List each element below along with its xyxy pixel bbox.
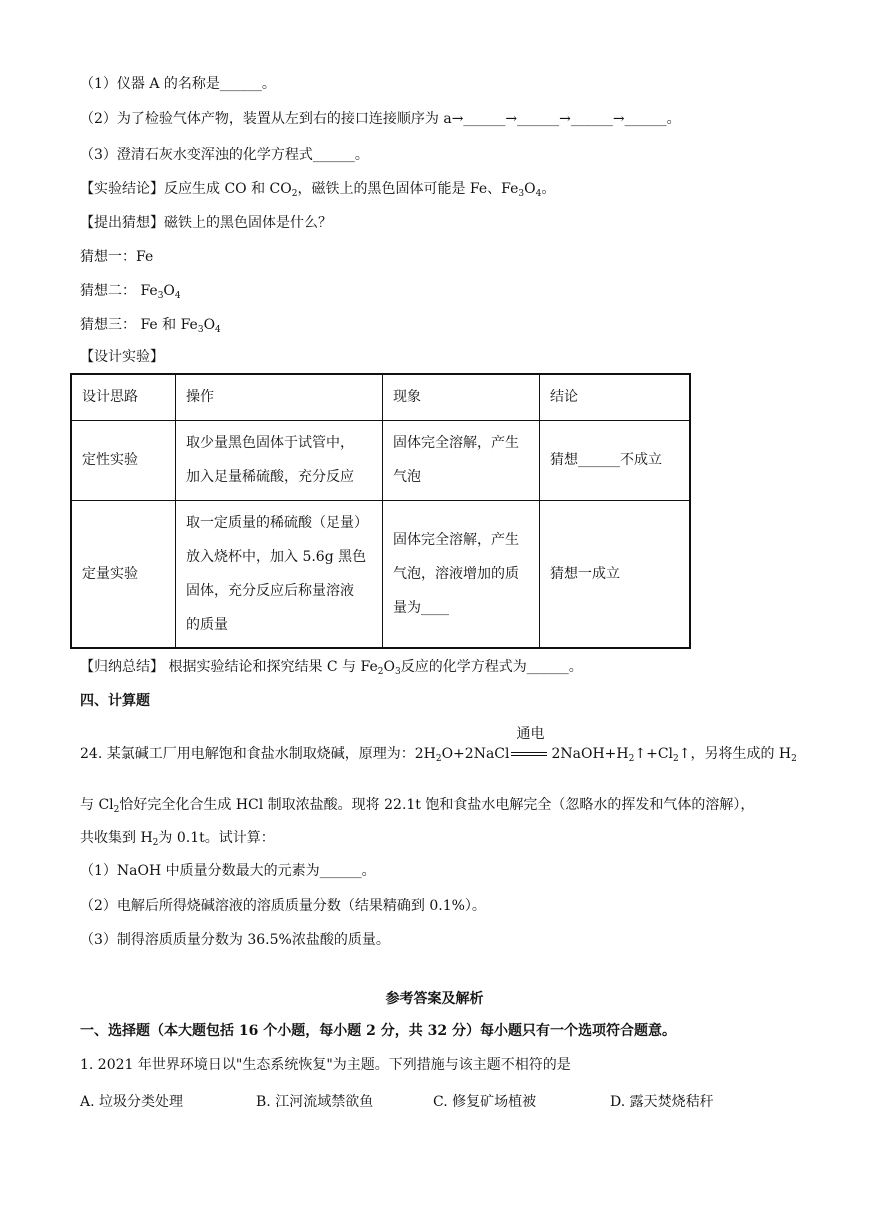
question-24-line-1: 24. 某氯碱工厂用电解饱和食盐水制取烧碱，原理为：$2H_2O+2NaCl$ 通电 $2NaOH+H_2↑+Cl_2↑$，另将生成的 $H_2$ (80, 726, 797, 764)
guess-label: 【提出猜想】 (80, 215, 164, 231)
question-24-part-1: （1）NaOH 中质量分数最大的元素为______。 (80, 863, 376, 879)
question-24-part-3: （3）制得溶质质量分数为 36.5%浓盐酸的质量。 (80, 932, 390, 948)
table-cell: 定性实验 (71, 420, 176, 500)
experiment-table (70, 373, 691, 649)
question-part-3: （3）澄清石灰水变浑浊的化学方程式______。 (80, 147, 369, 163)
option-c: C. 修复矿场植被 (433, 1094, 537, 1110)
option-b: B. 江河流域禁欲鱼 (256, 1094, 374, 1110)
option-a: A. 垃圾分类处理 (80, 1094, 184, 1110)
guess-3: 猜想三： Fe 和 $Fe_3O_4$ (80, 317, 221, 335)
table-header: 操作 (176, 374, 383, 420)
hypothesis-prompt: 【提出猜想】磁铁上的黑色固体是什么？ (80, 215, 332, 231)
question-24-line-2: 与 $Cl_2$恰好完全化合生成 HCl 制取浓盐酸。现将 22.1t 饱和食盐水电解完全（忽略水的挥发和气体的溶解）， (80, 797, 755, 815)
table-row (71, 420, 690, 500)
experiment-conclusion: 【实验结论】反应生成 CO 和 $CO_2$，磁铁上的黑色固体可能是 Fe、$Fe_3O_4$。 (80, 181, 556, 199)
question-1: 1. 2021 年世界环境日以"生态系统恢复"为主题。下列措施与该主题不相符的是 (80, 1057, 571, 1073)
summary-label: 【归纳总结】 (80, 659, 164, 675)
reaction-condition: 通电 (509, 745, 551, 763)
summary: 【归纳总结】 根据实验结论和探究结果 C 与 $Fe_2O_3$反应的化学方程式为______。 (80, 659, 583, 677)
option-d: D. 露天焚烧秸秆 (610, 1094, 714, 1110)
question-24-line-3: 共收集到 $H_2$为 0.1t。试计算： (80, 830, 275, 848)
conclusion-label: 【实验结论】 (80, 181, 164, 197)
design-experiment-label: 【设计实验】 (80, 349, 164, 365)
table-cell: 取一定质量的稀硫酸（足量） 放入烧杯中，加入 5.6g 黑色 固体，充分反应后称量溶液 的质量 (176, 500, 383, 648)
section-heading-choice: 一、选择题（本大题包括 16 个小题，每小题 2 分，共 32 分）每小题只有一个选项符合题意。 (80, 1023, 676, 1039)
answers-title: 参考答案及解析 (385, 991, 484, 1007)
table-header: 设计思路 (71, 374, 176, 420)
section-heading-calculation: 四、计算题 (80, 693, 150, 709)
question-24-part-2: （2）电解后所得烧碱溶液的溶质质量分数（结果精确到 0.1%）。 (80, 898, 486, 914)
guess-2: 猜想二： $Fe_3O_4$ (80, 283, 181, 301)
table-cell: 猜想一成立 (540, 500, 691, 648)
guess-1: 猜想一：Fe (80, 249, 154, 265)
table-cell: 固体完全溶解，产生 气泡 (383, 420, 540, 500)
table-row (71, 500, 690, 648)
table-header: 现象 (383, 374, 540, 420)
table-cell: 固体完全溶解，产生 气泡，溶液增加的质 量为____ (383, 500, 540, 648)
table-header: 结论 (540, 374, 691, 420)
table-cell: 取少量黑色固体于试管中， 加入足量稀硫酸，充分反应 (176, 420, 383, 500)
table-cell: 定量实验 (71, 500, 176, 648)
question-part-1: （1）仪器 A 的名称是______。 (80, 76, 276, 92)
question-part-2: （2）为了检验气体产物，装置从左到右的接口连接顺序为 a→______→______→______→______。 (80, 111, 681, 127)
table-header-row (71, 374, 690, 420)
table-cell: 猜想______不成立 (540, 420, 691, 500)
